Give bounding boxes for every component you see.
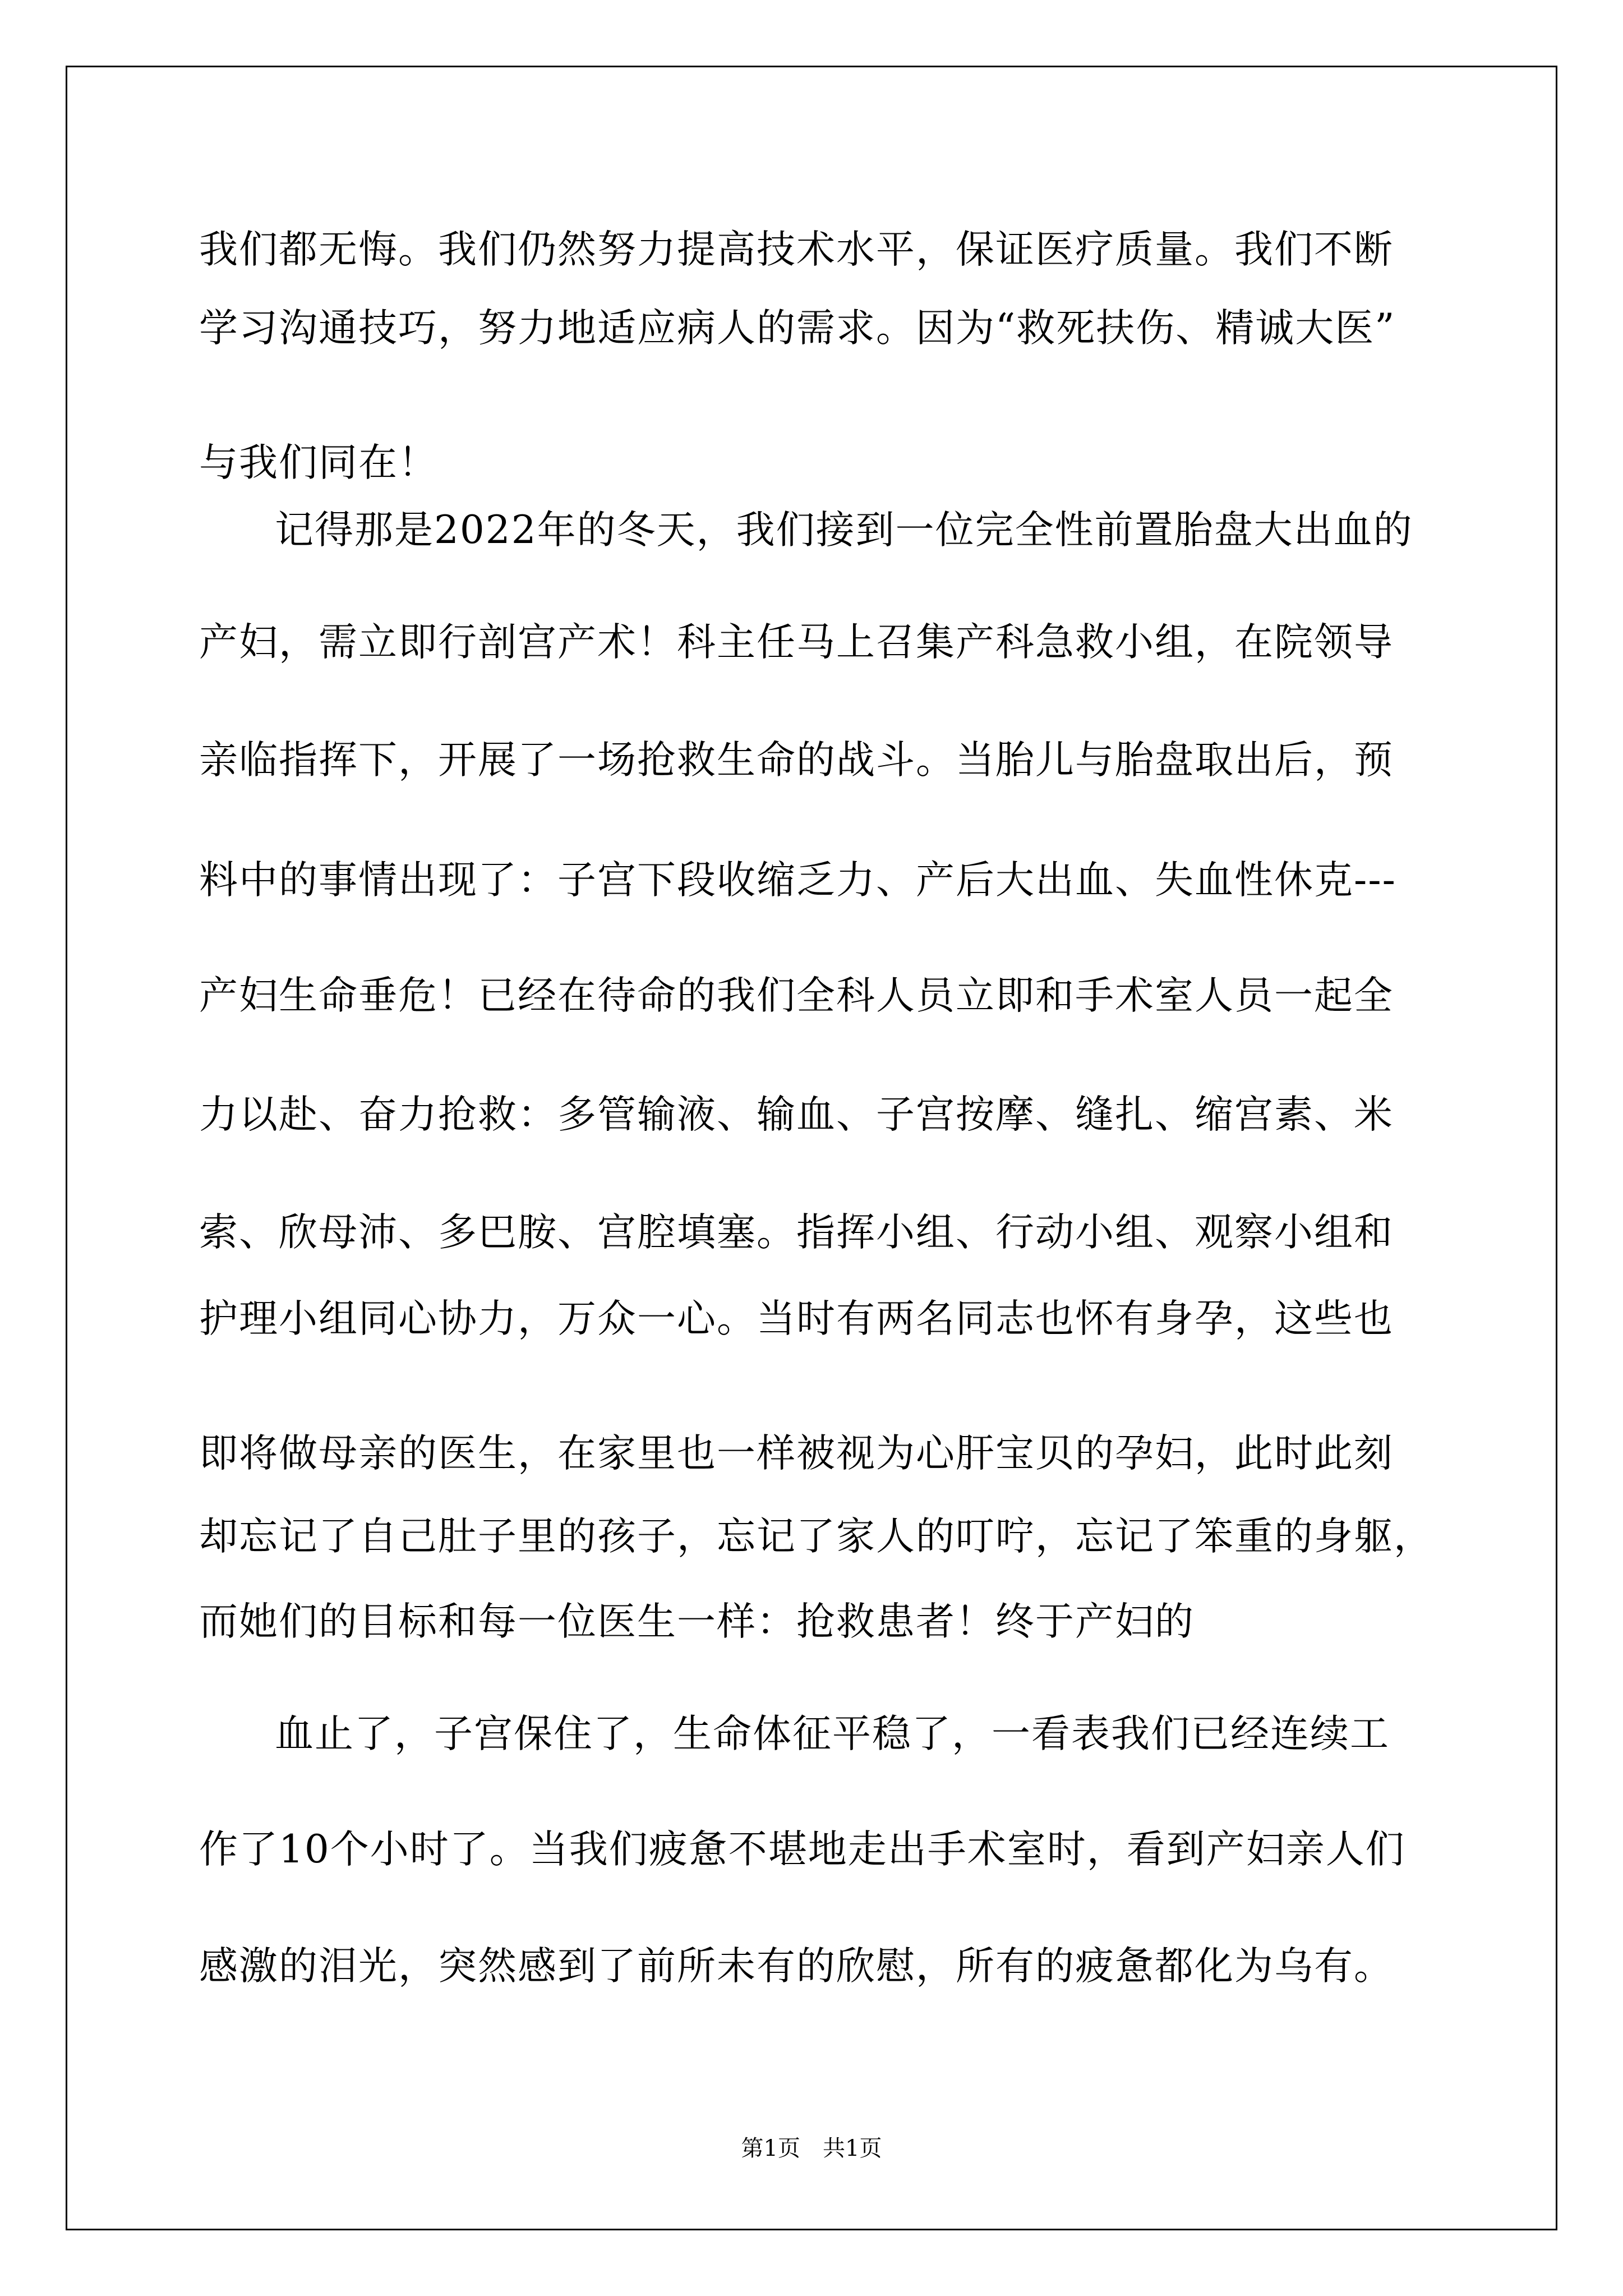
text-line: 与我们同在！ <box>199 440 438 485</box>
text-line: 学习沟通技巧，努力地适应病人的需求。因为“救死扶伤、精诚大医” <box>199 306 1396 351</box>
page-border <box>66 66 1557 2230</box>
text-line: 我们都无悔。我们仍然努力提高技术水平，保证医疗质量。我们不断 <box>199 227 1394 272</box>
text-line: 力以赴、奋力抢救：多管输液、输血、子宫按摩、缝扎、缩宫素、米 <box>199 1092 1394 1137</box>
text-line: 感激的泪光，突然感到了前所未有的欣慰，所有的疲惫都化为乌有。 <box>199 1944 1394 1989</box>
text-line: 亲临指挥下，开展了一场抢救生命的战斗。当胎儿与胎盘取出后，预 <box>199 738 1394 783</box>
text-line: 产妇，需立即行剖宫产术！科主任马上召集产科急救小组，在院领导 <box>199 620 1394 665</box>
text-line: 却忘记了自己肚子里的孩子，忘记了家人的叮咛，忘记了笨重的身躯， <box>199 1514 1433 1559</box>
text-line: 料中的事情出现了：子宫下段收缩乏力、产后大出血、失血性休克--- <box>199 858 1396 903</box>
text-line: 索、欣母沛、多巴胺、宫腔填塞。指挥小组、行动小组、观察小组和 <box>199 1210 1394 1255</box>
text-line: 血止了，子宫保住了，生命体征平稳了，一看表我们已经连续工 <box>275 1711 1390 1756</box>
text-line: 产妇生命垂危！已经在待命的我们全科人员立即和手术室人员一起全 <box>199 973 1394 1018</box>
text-line: 护理小组同心协力，万众一心。当时有两名同志也怀有身孕，这些也 <box>199 1296 1394 1341</box>
page-footer: 第1页 共1页 <box>741 2136 882 2161</box>
text-line: 而她们的目标和每一位医生一样：抢救患者！终于产妇的 <box>199 1599 1195 1644</box>
text-line: 记得那是2022年的冬天，我们接到一位完全性前置胎盘大出血的 <box>275 508 1413 553</box>
text-line: 作了10个小时了。当我们疲惫不堪地走出手术室时，看到产妇亲人们 <box>199 1827 1405 1872</box>
text-line: 即将做母亲的医生，在家里也一样被视为心肝宝贝的孕妇，此时此刻 <box>199 1431 1394 1476</box>
